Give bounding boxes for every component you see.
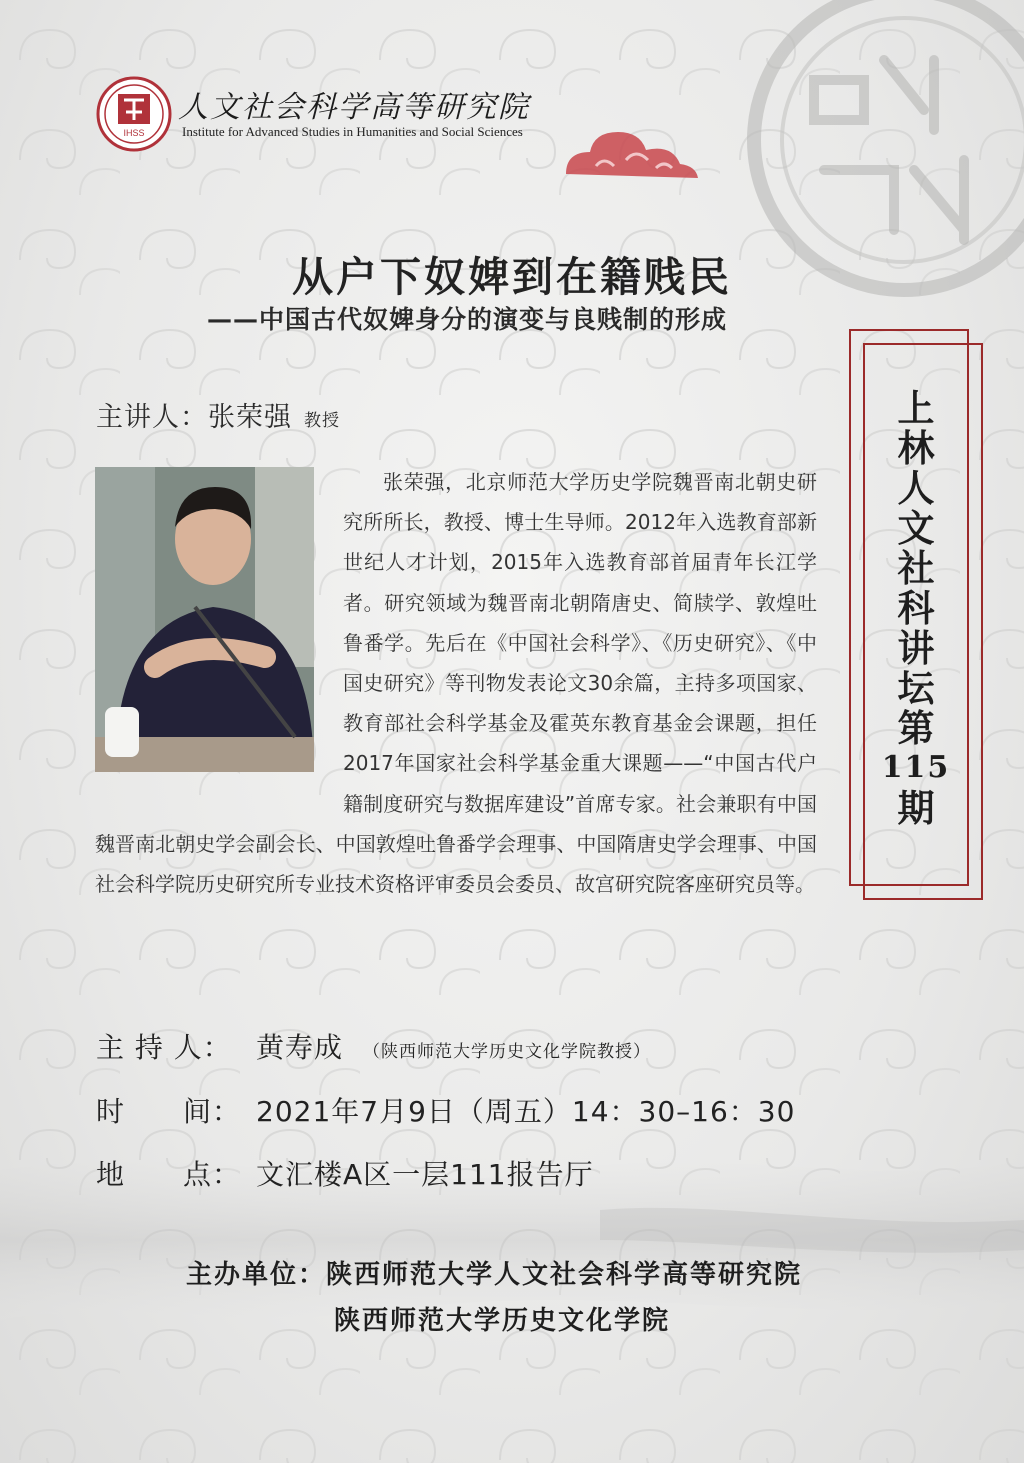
institute-name-cn: 人文社会科学高等研究院 xyxy=(178,90,530,125)
lecture-title: 从户下奴婢到在籍贱民 xyxy=(292,253,732,301)
host-row xyxy=(96,1026,651,1066)
speaker-name: 张荣强 xyxy=(208,402,292,433)
series-label xyxy=(851,388,981,828)
organizer-line-1 xyxy=(186,1254,802,1291)
speaker-bio-text: 张荣强，北京师范大学历史学院魏晋南北朝史研究所所长，教授、博士生导师。2012年入选教育部新世纪人才计划，2015年入选教育部首届青年长江学者。研究领域为魏晋南北朝隋唐史、简牍学、敦煌吐鲁番学。先后在《中国社会科学》、《历史研究》、《中国史研究》等刊物发表论文30余篇，主持多项国家、教育部社会科学基金及霍英东教育基金会课题，担任2017年国家社会科学基金重大课题——“中国古代户籍制度研究与数据库建设”首席专家。社会兼职有中国魏晋南北朝史学会副会长、中国敦煌吐鲁番学会理事、中国隋唐史学会理事、中国社会科学院历史研究所专业技术资格评审委员会委员、故宫研究院客座研究员等。 xyxy=(95,470,817,897)
auspicious-cloud-icon xyxy=(556,124,706,188)
place-value: 文汇楼A区一层111报告厅 xyxy=(256,1158,594,1191)
organizer-2: 陕西师范大学历史文化学院 xyxy=(334,1306,671,1336)
series-char: 讲 xyxy=(897,626,935,670)
place-row xyxy=(96,1153,594,1193)
series-char: 科 xyxy=(897,586,935,630)
time-label: 时 间： xyxy=(96,1095,242,1128)
institute-logo-icon xyxy=(96,76,172,152)
logo-seal-text: IHSS xyxy=(123,128,145,138)
institute-name-en: Institute for Advanced Studies in Humanities and Social Sciences xyxy=(182,124,523,139)
series-char: 林 xyxy=(897,426,935,470)
host-name: 黄寿成 xyxy=(256,1031,344,1064)
lecture-subtitle: ——中国古代奴婢身分的演变与良贱制的形成 xyxy=(207,305,728,334)
speaker-rank: 教授 xyxy=(304,411,340,431)
speaker-bio xyxy=(95,462,817,904)
time-row xyxy=(96,1090,795,1130)
series-char: 人 xyxy=(897,466,935,510)
series-suffix: 期 xyxy=(897,786,935,830)
organizer-1: 陕西师范大学人文社会科学高等研究院 xyxy=(326,1260,803,1290)
host-note: （陕西师范大学历史文化学院教授） xyxy=(363,1042,652,1062)
speaker-line xyxy=(96,395,340,434)
host-label: 主 持 人： xyxy=(96,1031,232,1064)
series-char: 上 xyxy=(897,386,935,430)
series-number: 115 xyxy=(881,750,951,785)
time-value: 2021年7月9日（周五）14：30–16：30 xyxy=(256,1095,796,1128)
photo-spacer xyxy=(95,462,343,822)
organizer-label: 主办单位： xyxy=(186,1260,327,1290)
series-char: 社 xyxy=(897,546,935,590)
series-char: 第 xyxy=(897,706,935,750)
organizer-line-2 xyxy=(334,1300,670,1337)
series-char: 坛 xyxy=(897,666,935,710)
place-label: 地 点： xyxy=(96,1158,242,1191)
series-char: 文 xyxy=(897,506,935,550)
speaker-label: 主讲人： xyxy=(96,402,208,433)
